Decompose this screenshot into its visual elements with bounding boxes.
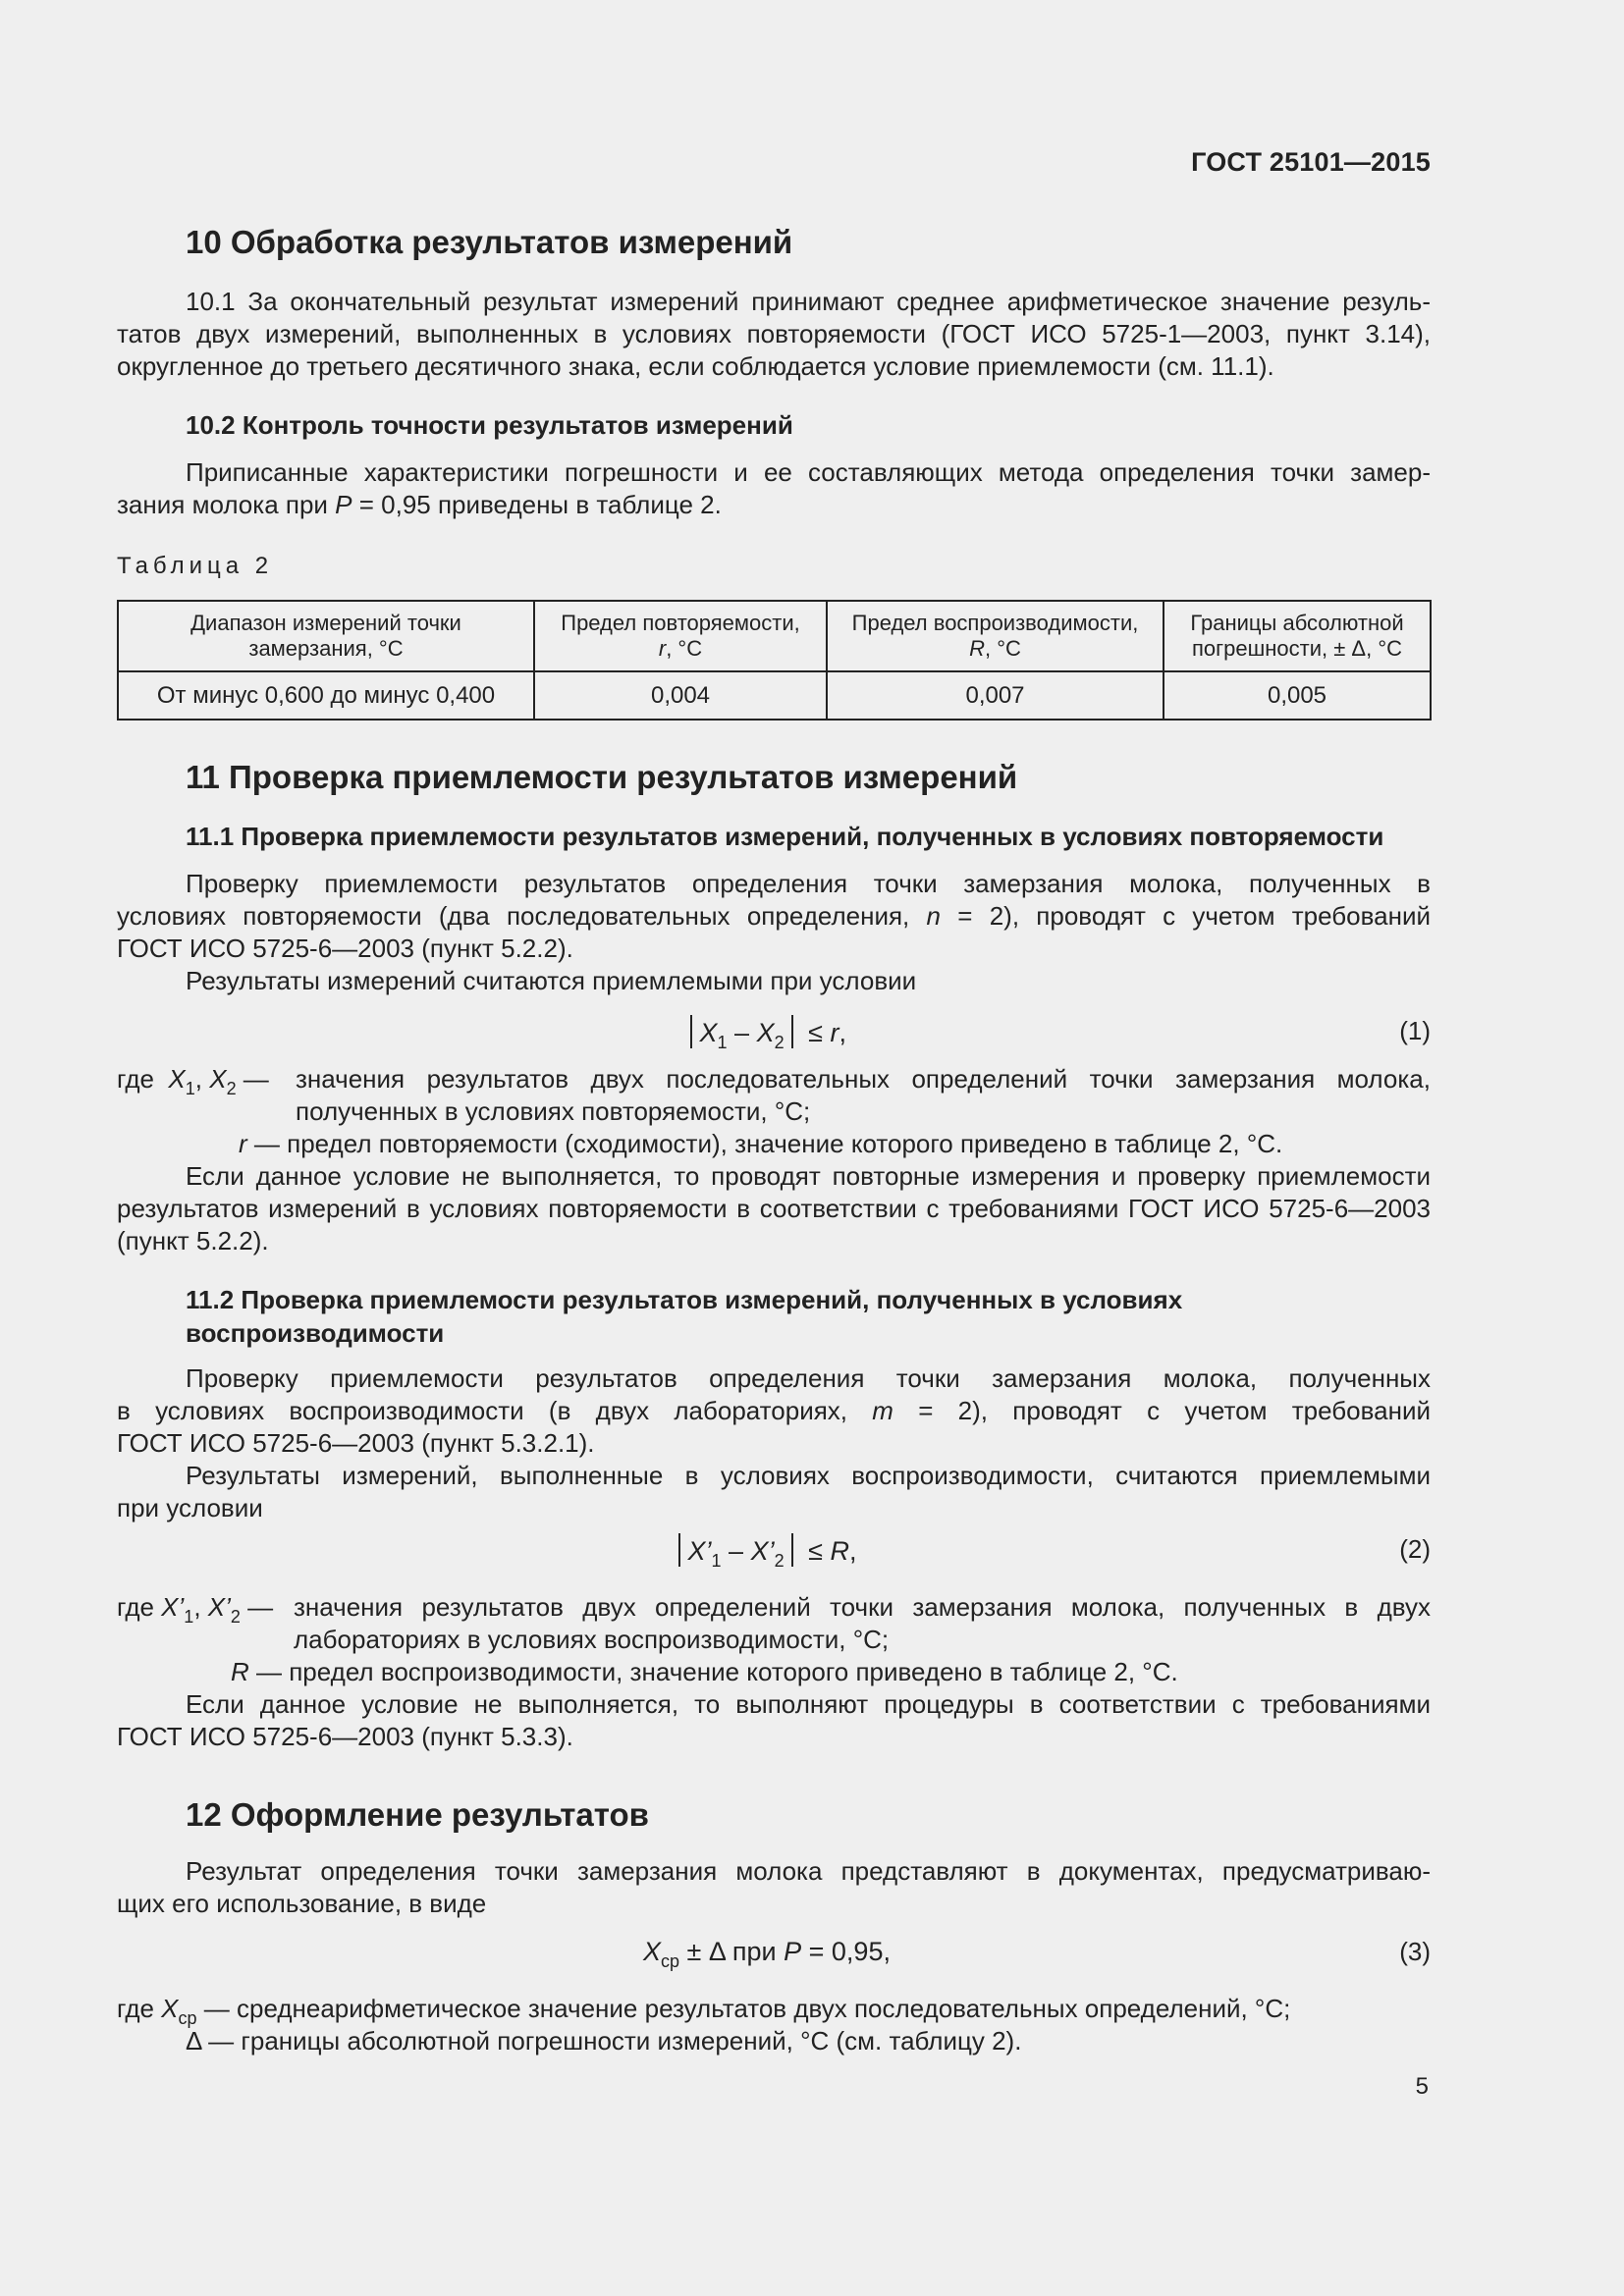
section-11-2-paragraph: Проверку приемлемости результатов определения точки замерзания молока, полученных в условиях воспроизводимости (в двух лабораториях, m = 2), проводят с учетом требований ГОСТ ИСО 5725-6—2003 (пункт 5.3.2.1). Результаты измерений, выполненные в условиях воспроизводимости, считаются приемлемыми при условии <box>117 1363 1431 1522</box>
equation-3-number: (3) <box>1399 1937 1431 1966</box>
section-12-title: 12 Оформление результатов <box>186 1796 649 1833</box>
table-header-cell: Границы абсолютной погрешности, ± Δ, °С <box>1164 601 1431 671</box>
where-3-x: где $X_{ср}$ — среднеарифметическое значение результатов двух последовательных определений, °С; <box>117 1994 1291 2028</box>
table-header-cell: Предел воспроизводимости, R, °С <box>827 601 1164 671</box>
table-cell: 0,004 <box>534 671 827 720</box>
where-2-R: R — предел воспроизводимости, значение которого приведено в таблице 2, °С. <box>231 1657 1178 1686</box>
table-header-cell: Предел повторяемости, r, °С <box>534 601 827 671</box>
where-1-lead: где $X_1$, $X_2$ — <box>117 1064 269 1098</box>
where-1-r: r — предел повторяемости (сходимости), значение которого приведено в таблице 2, °С. <box>239 1129 1283 1158</box>
section-11-2-paragraph-2: Если данное условие не выполняется, то выполняют процедуры в соответствии с требованиями ГОСТ ИСО 5725-6—2003 (пункт 5.3.3). <box>117 1689 1431 1751</box>
equation-3: $X_{ср} \pm \Delta$ при P = 0,95, <box>643 1937 891 1971</box>
table-2 <box>117 600 1432 721</box>
equation-1: $X_1 - X_2 \le r$, <box>690 1015 846 1059</box>
section-11-1-paragraph: Проверку приемлемости результатов определения точки замерзания молока, полученных в условиях повторяемости (два последовательных определения, n = 2), проводят с учетом требований ГОСТ ИСО 5725-6—2003 (пункт 5.2.2). Результаты измерений считаются приемлемыми при условии <box>117 869 1431 995</box>
where-1-definition: значения результатов двух последовательных определений точки замерзания молока, полученных в условиях повторяемости, °С; <box>296 1064 1431 1126</box>
page-number: 5 <box>1415 2073 1429 2100</box>
equation-2-number: (2) <box>1399 1534 1431 1564</box>
table-caption: Таблица 2 <box>117 553 274 579</box>
section-10-1-paragraph: 10.1 За окончательный результат измерений принимают среднее арифметическое значение резуль- татов двух измерений, выполненных в условиях повторяемости (ГОСТ ИСО 5725-1—2003, пункт 3.14), округленное до третьего десятичного знака, если соблюдается условие приемлемости (см. 11.1). <box>117 287 1431 381</box>
where-3-delta: Δ — границы абсолютной погрешности измерений, °С (см. таблицу 2). <box>186 2026 1022 2056</box>
section-10-title: 10 Обработка результатов измерений <box>186 224 793 260</box>
table-header-cell: Диапазон измерений точки замерзания, °С <box>118 601 534 671</box>
section-10-2-title: 10.2 Контроль точности результатов измерений <box>186 410 793 440</box>
section-11-2-title: 11.2 Проверка приемлемости результатов измерений, полученных в условиях воспроизводимости <box>186 1285 1183 1348</box>
table-cell: От минус 0,600 до минус 0,400 <box>118 671 534 720</box>
section-10-2-paragraph: Приписанные характеристики погрешности и ее составляющих метода определения точки замер- зания молока при P = 0,95 приведены в таблице 2. <box>117 457 1431 519</box>
table-header-row <box>118 601 1431 671</box>
table-cell: 0,005 <box>1164 671 1431 720</box>
where-2-definition: значения результатов двух определений точки замерзания молока, полученных в двух лабораториях в условиях воспроизводимости, °С; <box>294 1592 1431 1654</box>
equation-2: $X’_1$ – $X’_2 \le R$, <box>678 1533 856 1577</box>
section-11-1-paragraph-2: Если данное условие не выполняется, то проводят повторные измерения и проверку приемлемости результатов измерений в условиях повторяемости в соответствии с требованиями ГОСТ ИСО 5725-6—2003 (пункт 5.2.2). <box>117 1161 1431 1255</box>
table-cell: 0,007 <box>827 671 1164 720</box>
equation-1-number: (1) <box>1399 1016 1431 1045</box>
section-11-1-title: 11.1 Проверка приемлемости результатов измерений, полученных в условиях повторяемости <box>186 822 1384 851</box>
table-row <box>118 671 1431 720</box>
where-2-lead: где $X’_1$, $X’_2$ — <box>117 1592 274 1627</box>
section-12-paragraph: Результат определения точки замерзания молока представляют в документах, предусматриваю- щих его использование, в виде <box>117 1856 1431 1918</box>
doc-code-header: ГОСТ 25101—2015 <box>1191 147 1431 177</box>
section-11-title: 11 Проверка приемлемости результатов измерений <box>186 759 1018 795</box>
